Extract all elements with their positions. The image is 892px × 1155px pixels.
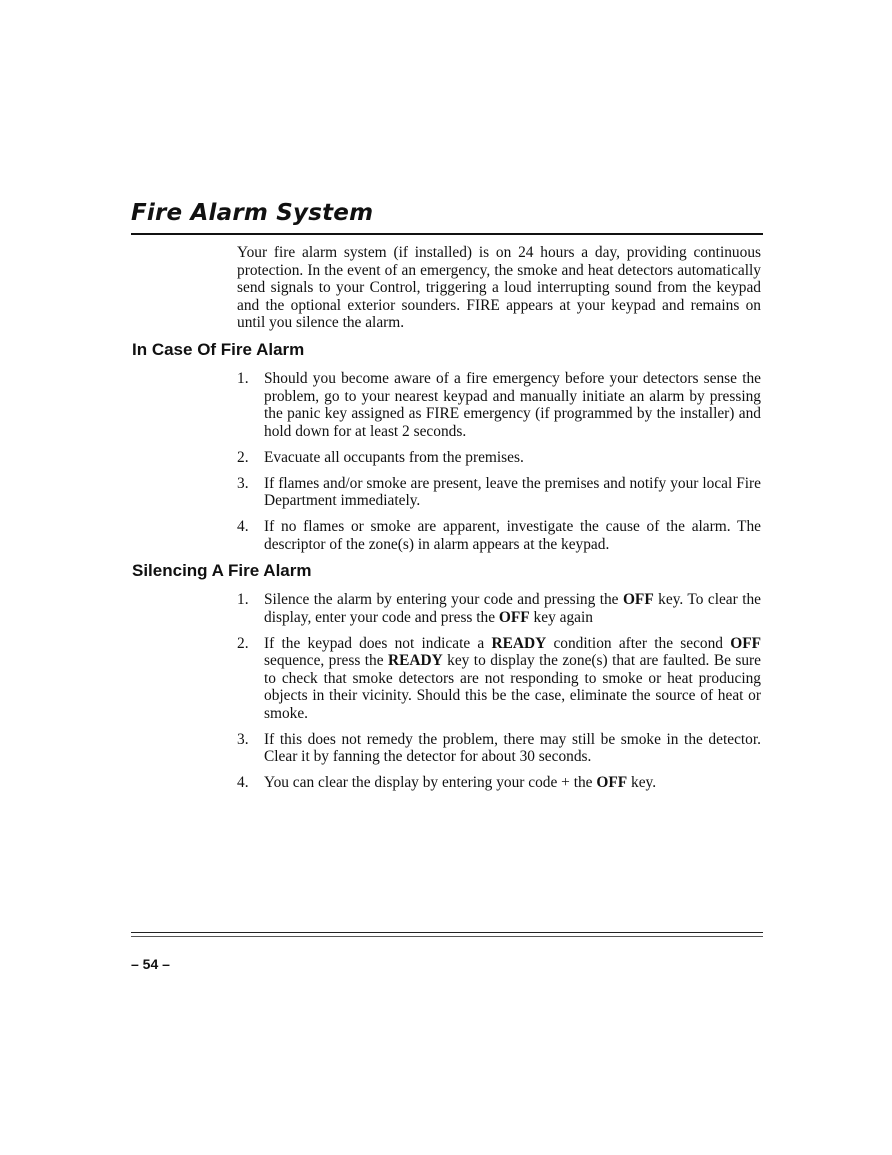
list-item <box>237 518 761 553</box>
page-title: Fire Alarm System <box>131 200 374 226</box>
step-text-run: If this does not remedy the problem, there may still be smoke in the detector. Clear it by fanning the detector for about 30 seconds. <box>264 730 761 765</box>
list-item <box>237 731 761 766</box>
step-text-run: key to display the zone(s) that are faulted. Be sure to check that smoke detectors are not responding to smoke or heat producing objects in their vicinity. Should this be the case, eliminate the source of heat or smoke. <box>264 652 761 722</box>
step-text <box>264 475 761 510</box>
step-text <box>264 370 761 440</box>
step-text-run: Silence the alarm by entering your code and pressing the <box>264 591 623 608</box>
silencing-steps-list <box>237 591 761 800</box>
step-number: 4. <box>237 774 249 791</box>
step-number: 2. <box>237 634 249 652</box>
step-text <box>264 774 761 792</box>
key-name: OFF <box>622 591 654 608</box>
list-item <box>237 370 761 440</box>
key-name: READY <box>387 652 443 669</box>
step-text-run: If flames and/or smoke are present, leave the premises and notify your local Fire Department immediately. <box>264 474 761 509</box>
step-number: 1. <box>237 370 249 387</box>
step-text-run: Evacuate all occupants from the premises. <box>264 448 524 466</box>
step-text <box>264 591 761 626</box>
footer-rule <box>131 932 763 933</box>
title-rule <box>131 233 763 235</box>
step-text <box>264 449 761 467</box>
step-text <box>264 518 761 553</box>
list-item <box>237 475 761 510</box>
step-text-run: sequence, press the <box>264 652 388 669</box>
step-number: 1. <box>237 591 249 608</box>
step-number: 3. <box>237 474 249 492</box>
key-name: READY <box>491 634 547 652</box>
step-number: 2. <box>237 448 249 466</box>
step-text-run: If no flames or smoke are apparent, investigate the cause of the alarm. The descriptor of the zone(s) in alarm appears at the keypad. <box>264 518 761 553</box>
list-item <box>237 774 761 792</box>
step-number: 4. <box>237 518 249 535</box>
step-text-run: If the keypad does not indicate a <box>264 634 492 652</box>
list-item <box>237 449 761 467</box>
key-name: OFF <box>498 608 530 626</box>
page-number: – 54 – <box>131 956 170 972</box>
key-name: OFF <box>730 634 761 652</box>
step-text-run: key. To clear the display, enter your code and press the <box>264 591 762 626</box>
step-text-run: key. <box>627 774 657 791</box>
step-text-run: condition after the second <box>546 634 731 652</box>
step-text <box>264 635 761 723</box>
step-text-run: Should you become aware of a fire emergency before your detectors sense the problem, go to your nearest keypad and manually initiate an alarm by pressing the panic key assigned as FIRE emergency (if programmed by the installer) and hold down for at least 2 seconds. <box>264 370 761 440</box>
list-item <box>237 635 761 723</box>
list-item <box>237 591 761 626</box>
step-text-run: key again <box>529 608 593 626</box>
footer-rule-secondary <box>131 936 763 937</box>
key-name: OFF <box>596 774 628 791</box>
fire-alarm-steps-list <box>237 370 761 562</box>
section-heading-in-case-of-fire-alarm: In Case Of Fire Alarm <box>132 340 305 359</box>
section-heading-silencing-a-fire-alarm: Silencing A Fire Alarm <box>132 561 312 580</box>
intro-paragraph: Your fire alarm system (if installed) is on 24 hours a day, providing continuous protection. In the event of an emergency, the smoke and heat detectors automatically send signals to your Control, triggering a loud interrupting sound from the keypad and the optional exterior sounders. FIRE appears at your keypad and remains on until you silence the alarm. <box>237 244 761 331</box>
step-text-run: You can clear the display by entering your code + the <box>264 774 597 791</box>
step-number: 3. <box>237 730 249 748</box>
step-text <box>264 731 761 766</box>
